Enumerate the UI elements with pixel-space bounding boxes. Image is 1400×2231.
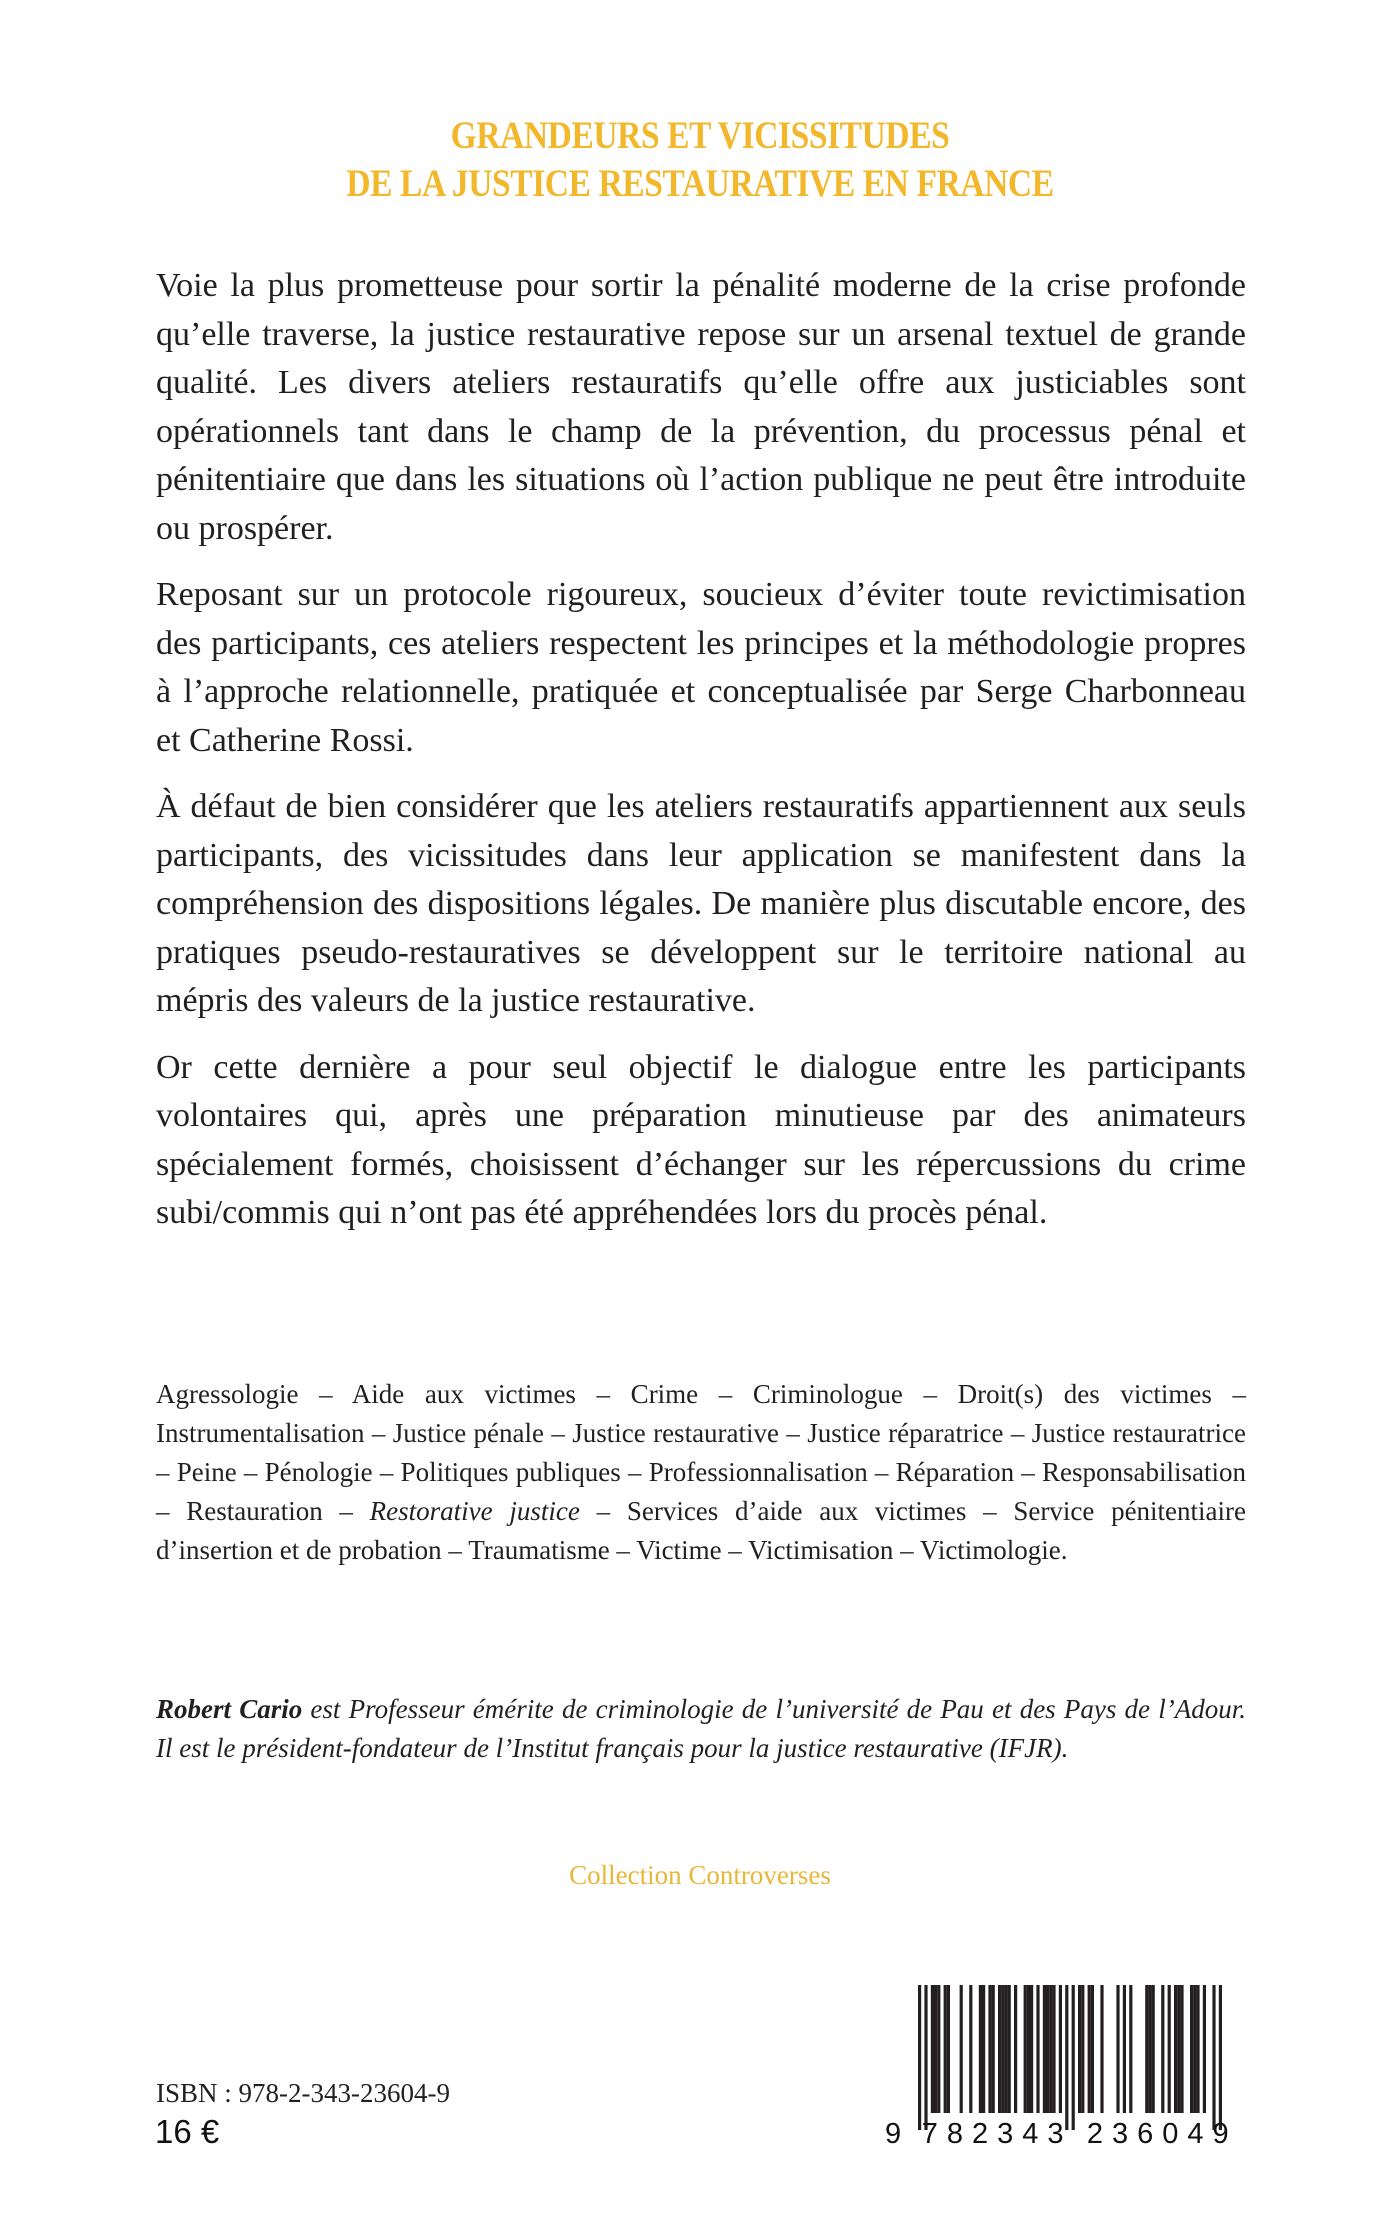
barcode-bar — [944, 1985, 947, 2113]
barcode-bar — [1091, 1985, 1094, 2113]
barcode-bar — [998, 1985, 1001, 2113]
barcode-bar — [1088, 1985, 1091, 2113]
barcode-bar — [960, 1985, 963, 2113]
price: 16 € — [155, 2113, 220, 2150]
barcode-bar — [1014, 1985, 1017, 2113]
barcode-bar — [1152, 1985, 1155, 2113]
barcode-bar — [1145, 1985, 1148, 2113]
barcode-bar — [1008, 1985, 1011, 2113]
barcode-bar — [1036, 1985, 1039, 2113]
barcode-bar — [1078, 1985, 1081, 2113]
barcode-bar — [1212, 1985, 1215, 2130]
author-bio-text: est Professeur émérite de criminologie de l’université de Pau et des Pays de l’Adour. Il est le président-fondateur de l’Institut français pour la justice restaurative (IFJR). — [156, 1694, 1246, 1763]
barcode-bar — [1065, 1985, 1068, 2130]
barcode-bar — [1180, 1985, 1183, 2113]
title-line-1: GRANDEURS ET VICISSITUDES — [450, 114, 950, 157]
author-bio — [156, 1690, 1246, 1768]
barcode-bar — [1193, 1985, 1196, 2113]
barcode-bar — [1052, 1985, 1055, 2113]
barcode-bar — [1027, 1985, 1030, 2113]
barcode-bar — [982, 1985, 985, 2113]
barcode-bar — [1024, 1985, 1027, 2113]
barcode-bar — [1004, 1985, 1007, 2113]
barcode-bar — [1177, 1985, 1180, 2113]
barcode-bar — [992, 1985, 995, 2113]
barcode-bar — [1123, 1985, 1126, 2113]
collection-name: Collection Controverses — [569, 1860, 831, 1890]
barcode-bar — [1174, 1985, 1177, 2113]
barcode-bar — [969, 1985, 972, 2113]
barcode-bar — [1043, 1985, 1046, 2113]
barcode-bar — [1129, 1985, 1132, 2113]
book-title — [227, 112, 1173, 208]
barcode-bar — [1161, 1985, 1164, 2113]
keywords-part-1: Agressologie – Aide aux victimes – Crime – Criminologue – Droit(s) des victimes – Instrumentalisation – Justice pénale – Justice restaurative – Justice réparatrice – Justice restauratrice – Peine – Pénologie – Politiques publiques – Professionnalisation – Réparation – Responsabilisation – Restauration – — [156, 1379, 1246, 1526]
barcode-digits-left: 782343 — [921, 2118, 1073, 2150]
barcode-bar — [931, 1985, 934, 2113]
barcode-bar — [1190, 1985, 1193, 2113]
barcode-bar — [934, 1985, 937, 2113]
isbn: ISBN : 978-2-343-23604-9 — [156, 2078, 450, 2108]
author-name: Robert Cario — [156, 1694, 303, 1724]
blurb-paragraph: Or cette dernière a pour seul objectif le dialogue entre les participants volontaires qui, après une préparation minutieuse par des animateurs spécialement formés, choisissent d’échanger sur les répercussions du crime subi/commis qui n’ont pas été appréhendées lors du procès pénal. — [156, 1048, 1246, 1231]
title-line-2: DE LA JUSTICE RESTAURATIVE EN FRANCE — [346, 162, 1054, 205]
barcode-bar — [1203, 1985, 1206, 2113]
blurb-paragraph: À défaut de bien considérer que les ateliers restauratifs appartiennent aux seuls participants, des vicissitudes dans leur application se manifestent dans la compréhension des dispositions légales. De manière plus discutable encore, des pratiques pseudo-restauratives se développent sur le territoire national au mépris des valeurs de la justice restaurative. — [156, 788, 1246, 1019]
barcode-bar — [1030, 1985, 1033, 2113]
barcode-bar — [1148, 1985, 1151, 2113]
blurb-paragraph: Reposant sur un protocole rigoureux, soucieux d’éviter toute revictimisation des participants, ces ateliers respectent les principes et la méthodologie propres à l’approche relationnelle, pratiquée et conceptualisée par Serge Charbonneau et Catherine Rossi. — [156, 576, 1246, 759]
keywords-italic: Restorative justice — [369, 1496, 580, 1526]
blurb — [156, 262, 1246, 1256]
barcode-bar — [1100, 1985, 1103, 2113]
keywords-part-2: – Services d’aide aux victimes – Service pénitentiaire d’insertion et de probation – Traumatisme – Victime – Victimisation – Victimologie. — [156, 1496, 1247, 1565]
barcode-bar — [1116, 1985, 1119, 2113]
barcode-bar — [979, 1985, 982, 2113]
barcode-bar — [1001, 1985, 1004, 2113]
barcode-digits-right: 236049 — [1086, 2118, 1238, 2150]
barcode-bar — [937, 1985, 940, 2113]
barcode-bar — [1049, 1985, 1052, 2113]
barcode-digits — [885, 2118, 1240, 2151]
barcode-bar — [1219, 1985, 1222, 2130]
barcode-bar — [988, 1985, 991, 2113]
barcode-bar — [1046, 1985, 1049, 2113]
barcode-bar — [1072, 1985, 1075, 2130]
barcode-bar — [1081, 1985, 1084, 2113]
barcode-bar — [1196, 1985, 1199, 2113]
blurb-paragraph: Voie la plus prometteuse pour sortir la pénalité moderne de la crise profonde qu’elle traverse, la justice restaurative repose sur un arsenal textuel de grande qualité. Les divers ateliers restauratifs qu’elle offre aux justiciables sont opérationnels tant dans le champ de la prévention, du processus pénal et pénitentiaire que dans les situations où l’action publique ne peut être introduite ou prospérer. — [156, 267, 1246, 547]
barcode-bar — [918, 1985, 921, 2130]
keywords — [156, 1375, 1246, 1570]
barcode-bar — [1059, 1985, 1062, 2113]
barcode-bar — [924, 1985, 927, 2130]
barcode-digit-first: 9 — [885, 2118, 902, 2150]
barcode-bar — [1168, 1985, 1171, 2113]
barcode-bar — [947, 1985, 950, 2113]
